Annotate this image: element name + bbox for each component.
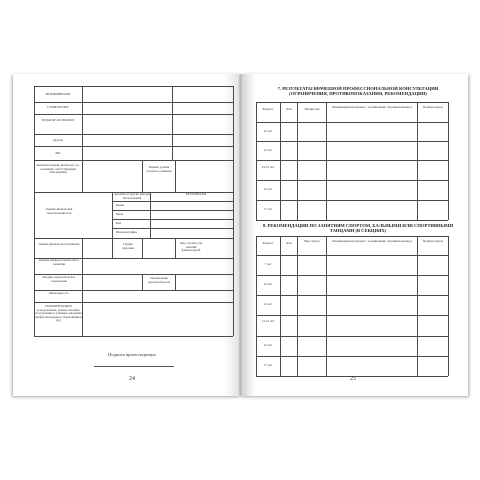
t7-header-date: Дата [285,107,293,111]
t7-age-row: 10 лет [263,129,273,133]
tests-label: Анализы и другие методы обследования [114,192,150,200]
section-8-title: 8. РЕКОМЕНДАЦИИ ПО ЗАНЯТИЯМ СПОРТОМ, БАЛЬНЫМИ ИЛИ СПОРТИВНЫМИ ТАНЦАМИ (В СЕКЦИЯХ) [262,223,454,234]
t7-header-recommendation: Рекомендации (показано / ограничения / противопоказано) [332,105,412,109]
t8-age-row: 16 лет [263,343,273,347]
row-sexual-development: Оценка уровня полового развития [146,165,172,173]
t8-header-date: Дата [285,241,293,245]
test-feces: Кал [116,221,122,225]
row-health-group: Группа здоровья [121,242,135,250]
row-final-diagnosis: Заключительный диагноз (в т.ч., основной, сопутствующие заболевания) [36,163,80,175]
row-recommendations: РЕКОМЕНДАЦИИ (оздоровление, режим, питание, поступление в учебные заведения профессионального образования и др.) [35,304,83,323]
row-med-ped-conclusion: Медико-педагогическое заключение [42,275,76,283]
row-ecg: ЭКГ [54,151,62,155]
pediatrician-signature-label: Подпись врача-педиатра [108,352,156,357]
page-number-left: 24 [129,376,135,382]
section-7-title: 7. РЕЗУЛЬТАТЫ ВРАЧЕБНОЙ ПРОФЕССИОНАЛЬНОЙ КОНСУЛЬТАЦИИ (ОГРАНИЧЕНИЯ, ПРОТИВОПОКАЗАНИЯ, РЕКОМЕНДАЦИИ) [277,86,439,97]
t8-age-row: 7 лет [264,262,272,266]
row-endocrinologist: ЭНДОКРИНОЛОГ [45,92,71,96]
t8-age-row: 10 лет [263,282,273,286]
row-psychologist: ПЕДАГОГ-ПСИХОЛОГ [41,118,75,122]
row-neuro-development: Оценка нервно-психического развития [39,258,79,266]
row-dentist: СТОМАТОЛОГ [47,105,69,109]
page-number-right: 25 [350,376,356,382]
t8-age-row: 17 лет [263,363,273,367]
t7-header-profession: Профессия [304,107,320,111]
t8-header-signature: Подпись врача [423,239,443,243]
row-physical-fitness: Оценка физической подготовленности [45,207,73,215]
t7-age-row: 12 лет [263,148,273,152]
t8-header-sport: Вид спорта [304,239,320,243]
t8-age-row: 14-15 лет [261,319,275,323]
t8-header-recommendation: Рекомендации (показано / ограничения / противопоказано) [332,239,412,243]
t8-age-row: 12 лет [263,302,273,306]
test-urine: Моча [116,212,124,216]
row-others: Другие [53,138,63,142]
t7-header-signature: Подпись врача [423,105,443,109]
t7-age-row: 17 лет [263,207,273,211]
t7-header-age: Возраст [262,107,274,111]
row-pe-group: Мед. группа для занятий физкультурой [179,241,203,253]
row-disability: Инвалидность [49,291,69,295]
t7-age-row: 16 лет [263,187,273,191]
row-capacity-restriction: Ограничение дееспособности [148,276,170,284]
t7-age-row: 14-15 лет [261,165,275,169]
row-physical-development: Оценка физического развития [38,242,80,246]
test-blood: Кровь [116,203,125,207]
test-fluorography: Флюорография [116,230,137,234]
t8-header-age: Возраст [262,241,274,245]
results-header: РЕЗУЛЬТАТЫ [185,192,207,196]
